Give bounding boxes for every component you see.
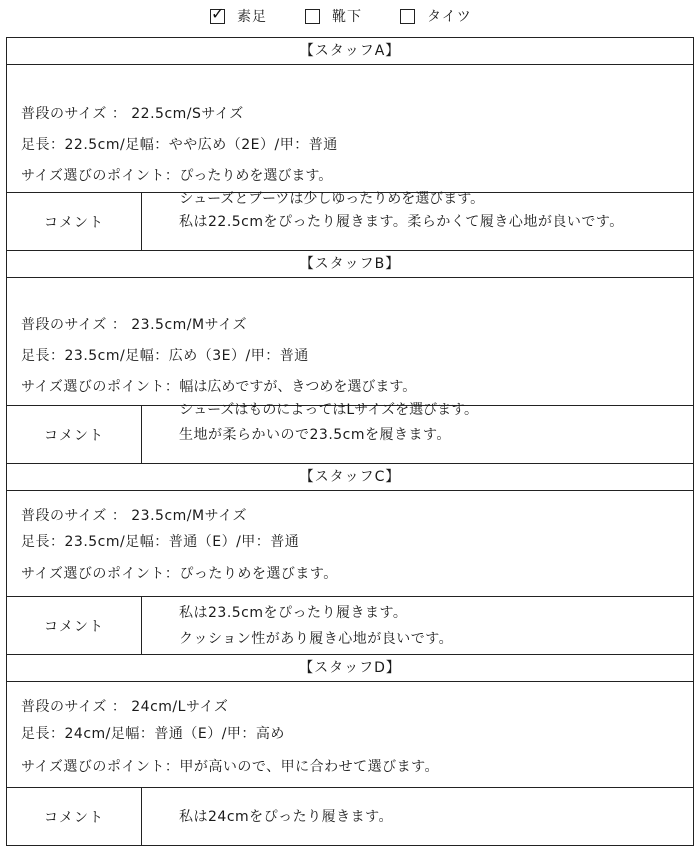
comment-row (7, 406, 693, 463)
comment-row (7, 788, 693, 845)
comment-label: コメント (7, 193, 142, 250)
size-point-text: ぴったりめを選びます。 (179, 168, 333, 184)
staff-title: 【スタッフA】 (7, 38, 693, 65)
staff-section-d (7, 655, 693, 845)
size-point-text: シューズはものによってはLサイズを選びます。 (179, 402, 478, 418)
size-point-label: サイズ選びのポイント： (21, 168, 180, 184)
staff-info (7, 491, 693, 597)
comment-label: コメント (7, 406, 142, 463)
size-point-label: サイズ選びのポイント： (21, 759, 180, 775)
foot-measurements: 足長：24cm/足幅：普通（E）/甲：高め (21, 726, 285, 742)
legend-option-barefoot[interactable] (210, 3, 267, 26)
legend-label: 素足 (237, 9, 267, 25)
staff-info (7, 65, 693, 207)
comment-line: 生地が柔らかいので23.5cmを履きます。 (179, 426, 451, 443)
foot-measurements: 足長：23.5cm/足幅：普通（E）/甲：普通 (21, 534, 300, 550)
staff-size-table (6, 37, 694, 846)
foot-measurements: 足長：22.5cm/足幅：やや広め（2E）/甲：普通 (21, 137, 338, 153)
staff-title: 【スタッフB】 (7, 251, 693, 278)
legend-label: タイツ (427, 9, 472, 25)
comment-text (142, 597, 693, 654)
checkbox-barefoot[interactable] (210, 3, 225, 24)
legend-label: 靴下 (332, 9, 362, 25)
size-point (21, 754, 679, 781)
size-point (21, 561, 679, 587)
usual-size: 普段のサイズ ： 24cm/Lサイズ (21, 699, 229, 715)
staff-section-b (7, 251, 693, 464)
usual-size: 普段のサイズ ： 22.5cm/Sサイズ (21, 106, 244, 122)
usual-size: 普段のサイズ ： 23.5cm/Mサイズ (21, 317, 247, 333)
checkbox-tights[interactable] (400, 9, 415, 24)
legend-option-tights[interactable] (400, 6, 472, 26)
staff-section-c (7, 464, 693, 655)
usual-size: 普段のサイズ ： 23.5cm/Mサイズ (21, 508, 247, 524)
checkbox-socks[interactable] (305, 9, 320, 24)
foot-measurements: 足長：23.5cm/足幅：広め（3E）/甲：普通 (21, 348, 309, 364)
size-point-text: 幅は広めですが、きつめを選びます。 (179, 379, 417, 395)
wear-type-legend (210, 3, 510, 26)
comment-line: クッション性があり履き心地が良いです。 (179, 630, 454, 647)
legend-option-socks[interactable] (305, 6, 362, 26)
staff-title: 【スタッフD】 (7, 655, 693, 682)
size-point-label: サイズ選びのポイント： (21, 379, 180, 395)
size-point-label: サイズ選びのポイント： (21, 566, 180, 582)
staff-title: 【スタッフC】 (7, 464, 693, 491)
comment-line: 私は23.5cmをぴったり履きます。 (179, 604, 408, 621)
comment-text (142, 788, 693, 845)
staff-info (7, 278, 693, 418)
comment-row (7, 597, 693, 654)
comment-row (7, 193, 693, 250)
staff-section-a (7, 38, 693, 251)
comment-label: コメント (7, 788, 142, 845)
staff-info (7, 682, 693, 788)
size-point-text: 甲が高いので、甲に合わせて選びます。 (179, 759, 439, 775)
comment-label: コメント (7, 597, 142, 654)
comment-text (142, 193, 693, 250)
size-point-text: シューズとブーツは少しゆったりめを選びます。 (179, 191, 485, 207)
comment-line: 私は24cmをぴったり履きます。 (179, 808, 394, 825)
comment-line: 私は22.5cmをぴったり履きます。柔らかくて履き心地が良いです。 (179, 213, 624, 230)
check-mark-icon: ✓ (211, 3, 225, 23)
size-point-text: ぴったりめを選びます。 (179, 566, 338, 582)
comment-text (142, 406, 693, 463)
